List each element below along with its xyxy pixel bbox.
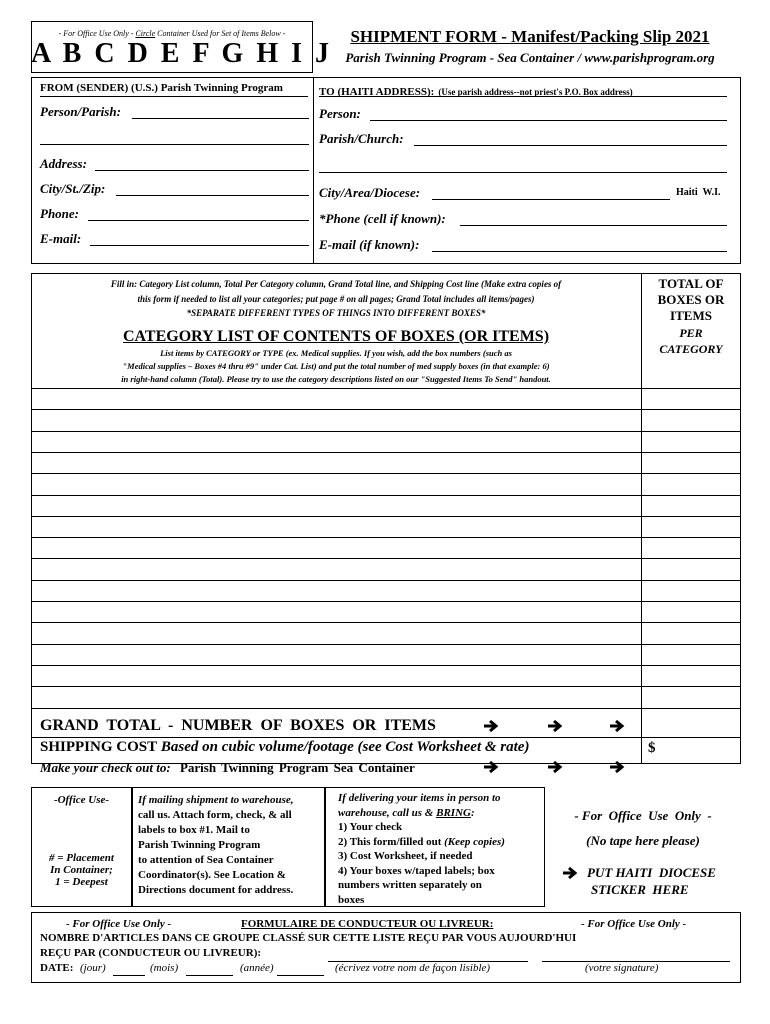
category-row[interactable] xyxy=(32,645,640,665)
sender-heading-underline xyxy=(40,96,308,97)
delivering-title-2-text: warehouse, call us & xyxy=(338,806,437,819)
recipient-person-field[interactable] xyxy=(370,120,727,121)
sender-phone-label: Phone: xyxy=(40,206,79,221)
recipient-person-label: Person: xyxy=(319,106,361,121)
receipt-title: FORMULAIRE DE CONDUCTEUR OU LIVREUR: xyxy=(241,918,494,930)
recipient-parish-field-2[interactable] xyxy=(319,172,727,173)
receipt-office-right: - For Office Use Only - xyxy=(581,918,687,930)
address-divider xyxy=(313,77,314,264)
category-desc-3: in right-hand column (Total). Please try to use the category descriptions listed on our "Suggested Items To Send" handout. xyxy=(121,374,551,384)
container-letters[interactable]: A B C D E F G H I J xyxy=(31,38,332,69)
category-instructions-3: *SEPARATE DIFFERENT TYPES OF THINGS INTO DIFFERENT BOXES* xyxy=(186,308,486,318)
category-row-total[interactable] xyxy=(642,623,740,643)
category-row-total[interactable] xyxy=(642,517,740,537)
mailing-title: If mailing shipment to warehouse, xyxy=(138,794,294,806)
delivering-item-2-text: 2) This form/filled out xyxy=(338,835,445,848)
sender-phone-field[interactable] xyxy=(88,220,309,221)
mailing-line: to attention of Sea Container xyxy=(138,854,274,866)
category-row-total[interactable] xyxy=(642,432,740,452)
receipt-annee-field[interactable] xyxy=(277,975,324,976)
category-row[interactable] xyxy=(32,517,640,537)
grand-total-line xyxy=(31,737,741,738)
category-row[interactable] xyxy=(32,453,640,473)
category-heading: CATEGORY LIST OF CONTENTS OF BOXES (OR ITEMS) xyxy=(122,328,550,345)
sender-address-label: Address: xyxy=(40,156,87,171)
category-desc-1: List items by CATEGORY or TYPE (ex. Medical supplies. If you wish, add the box numbers (such as xyxy=(160,348,512,358)
category-row[interactable] xyxy=(32,687,640,707)
sender-email-field[interactable] xyxy=(90,245,309,246)
grand-total-label: GRAND TOTAL - NUMBER OF BOXES OR ITEMS xyxy=(40,717,436,734)
recipient-email-label: E-mail (if known): xyxy=(319,237,420,252)
recipient-phone-field[interactable] xyxy=(460,225,727,226)
receipt-signature-hint: (votre signature) xyxy=(585,962,659,974)
sender-person-label: Person/Parish: xyxy=(40,104,121,119)
category-row[interactable] xyxy=(32,602,640,622)
category-row[interactable] xyxy=(32,389,640,409)
mailing-line: Coordinator(s). See Location & xyxy=(138,869,286,881)
sticker-put-2: STICKER HERE xyxy=(591,882,689,897)
mailing-line: Directions document for address. xyxy=(138,884,294,896)
office-note-circle: Circle xyxy=(135,29,156,38)
placement-note-2: In Container; xyxy=(50,864,113,876)
recipient-city-label: City/Area/Diocese: xyxy=(319,185,421,200)
sender-address-field[interactable] xyxy=(95,170,309,171)
receipt-line-2: REÇU PAR (CONDUCTEUR OU LIVREUR): xyxy=(40,947,262,959)
category-row[interactable] xyxy=(32,432,640,452)
sticker-no-tape: (No tape here please) xyxy=(586,833,700,848)
sender-heading-text: FROM (SENDER) (U.S.) xyxy=(40,82,158,94)
sender-person-field-2[interactable] xyxy=(40,144,309,145)
category-row-total[interactable] xyxy=(642,474,740,494)
shipping-cost-currency[interactable]: $ xyxy=(648,740,656,756)
delivering-title-1: If delivering your items in person to xyxy=(338,792,501,804)
mailing-text xyxy=(138,793,294,898)
category-row-total[interactable] xyxy=(642,389,740,409)
category-row[interactable] xyxy=(32,496,640,516)
total-subheading: PER CATEGORY xyxy=(659,326,723,356)
category-row[interactable] xyxy=(32,538,640,558)
shipping-cost-note: Based on cubic volume/footage (see Cost Worksheet & rate) xyxy=(160,739,530,755)
delivering-item-4b: numbers written separately on xyxy=(338,879,482,891)
office-note-post: Container Used for Set of Items Below - xyxy=(155,29,286,38)
recipient-city-field[interactable] xyxy=(432,199,670,200)
check-payee: Parish Twinning Program Sea Container xyxy=(179,760,415,775)
category-row-total[interactable] xyxy=(642,496,740,516)
delivering-bring: BRING xyxy=(436,806,471,819)
category-row[interactable] xyxy=(32,410,640,430)
mailing-line: Parish Twinning Program xyxy=(138,839,261,851)
receipt-name-hint: (écrivez votre nom de façon lisible) xyxy=(335,962,491,974)
recipient-phone-label: *Phone (cell if known): xyxy=(319,211,446,226)
receipt-date-label: DATE: xyxy=(40,962,74,974)
sender-city-label: City/St./Zip: xyxy=(40,181,106,196)
sticker-put-1: PUT HAITI DIOCESE xyxy=(587,865,716,880)
category-row[interactable] xyxy=(32,474,640,494)
form-subtitle: Parish Twinning Program - Sea Container / www.parishprogram.org xyxy=(345,50,715,65)
mailing-line: labels to box #1. Mail to xyxy=(138,824,250,836)
category-instructions-2: this form if needed to list all your categories; put page # on all pages; Grand Total includes all items/pages) xyxy=(137,294,535,304)
sender-city-field[interactable] xyxy=(116,195,309,196)
category-row-total[interactable] xyxy=(642,687,740,707)
receipt-annee: (année) xyxy=(240,962,274,974)
recipient-parish-label: Parish/Church: xyxy=(319,131,404,146)
delivering-colon: : xyxy=(470,806,475,819)
category-row-total[interactable] xyxy=(642,410,740,430)
sender-email-label: E-mail: xyxy=(40,231,82,246)
category-instructions-1: Fill in: Category List column, Total Per Category column, Grand Total line, and Shipping Cost line (Make extra copies of xyxy=(110,279,562,289)
receipt-mois-field[interactable] xyxy=(186,975,233,976)
office-use-note xyxy=(31,29,313,38)
recipient-heading-note: (Use parish address--not priest's P.O. Box address) xyxy=(438,87,633,97)
category-row-total[interactable] xyxy=(642,559,740,579)
category-row[interactable] xyxy=(32,623,640,643)
shipping-cost-label: SHIPPING COST xyxy=(40,739,158,755)
category-row[interactable] xyxy=(32,559,640,579)
category-row[interactable] xyxy=(32,581,640,601)
office-note-pre: - For Office Use Only - xyxy=(58,29,136,38)
recipient-heading-underline xyxy=(319,96,727,97)
recipient-heading-text: TO (HAITI ADDRESS): xyxy=(319,86,435,98)
category-row-total[interactable] xyxy=(642,602,740,622)
delivering-text xyxy=(338,791,505,907)
receipt-jour-field[interactable] xyxy=(113,975,145,976)
receipt-line-1: NOMBRE D'ARTICLES DANS CE GROUPE CLASSÉ SUR CETTE LISTE REÇU PAR VOUS AUJOURD'HUI xyxy=(40,932,577,944)
check-label: Make your check out to: xyxy=(40,760,171,775)
category-row-total[interactable] xyxy=(642,453,740,473)
check-payee-row xyxy=(40,760,415,776)
category-row-total[interactable] xyxy=(642,538,740,558)
delivering-item-2 xyxy=(338,835,505,850)
placement-note-1: # = Placement xyxy=(49,852,114,864)
recipient-parish-field[interactable] xyxy=(414,145,727,146)
arrow-right-icon xyxy=(563,868,575,878)
category-row-total[interactable] xyxy=(642,645,740,665)
form-title: SHIPMENT FORM - Manifest/Packing Slip 2021 xyxy=(350,27,710,46)
recipient-country: Haiti W.I. xyxy=(676,187,721,198)
category-desc-2: "Medical supplies – Boxes #4 thru #9" under Cat. List) and put the total number of med supply boxes (in that example: 6) xyxy=(122,361,550,371)
recipient-heading xyxy=(319,82,633,100)
shipping-cost-row xyxy=(40,739,529,756)
receipt-jour: (jour) xyxy=(80,962,106,974)
delivering-item-4a: 4) Your boxes w/taped labels; box xyxy=(338,864,495,877)
office-use-title: -Office Use- xyxy=(53,794,110,806)
sticker-office-only: - For Office Use Only - xyxy=(574,808,712,823)
receipt-mois: (mois) xyxy=(150,962,179,974)
delivering-item-3: 3) Cost Worksheet, if needed xyxy=(338,850,473,862)
category-row-total[interactable] xyxy=(642,581,740,601)
sender-person-field[interactable] xyxy=(132,118,309,119)
delivering-item-2-note: (Keep copies) xyxy=(444,835,505,848)
category-row[interactable] xyxy=(32,666,640,686)
delivering-item-1: 1) Your check xyxy=(338,821,403,833)
sticker-arrow xyxy=(0,0,1,1)
delivering-title-2 xyxy=(338,806,505,821)
category-row-total[interactable] xyxy=(642,666,740,686)
receipt-office-left: - For Office Use Only - xyxy=(66,918,172,930)
recipient-email-field[interactable] xyxy=(432,251,727,252)
delivering-item-4c: boxes xyxy=(338,893,365,906)
mailing-line: call us. Attach form, check, & all xyxy=(138,809,292,821)
total-heading: TOTAL OF BOXES OR ITEMS xyxy=(657,276,725,323)
placement-note-3: 1 = Deepest xyxy=(55,876,108,888)
category-row-line xyxy=(31,708,741,709)
sender-heading-program: Parish Twinning Program xyxy=(160,82,283,94)
sender-heading xyxy=(40,82,283,94)
